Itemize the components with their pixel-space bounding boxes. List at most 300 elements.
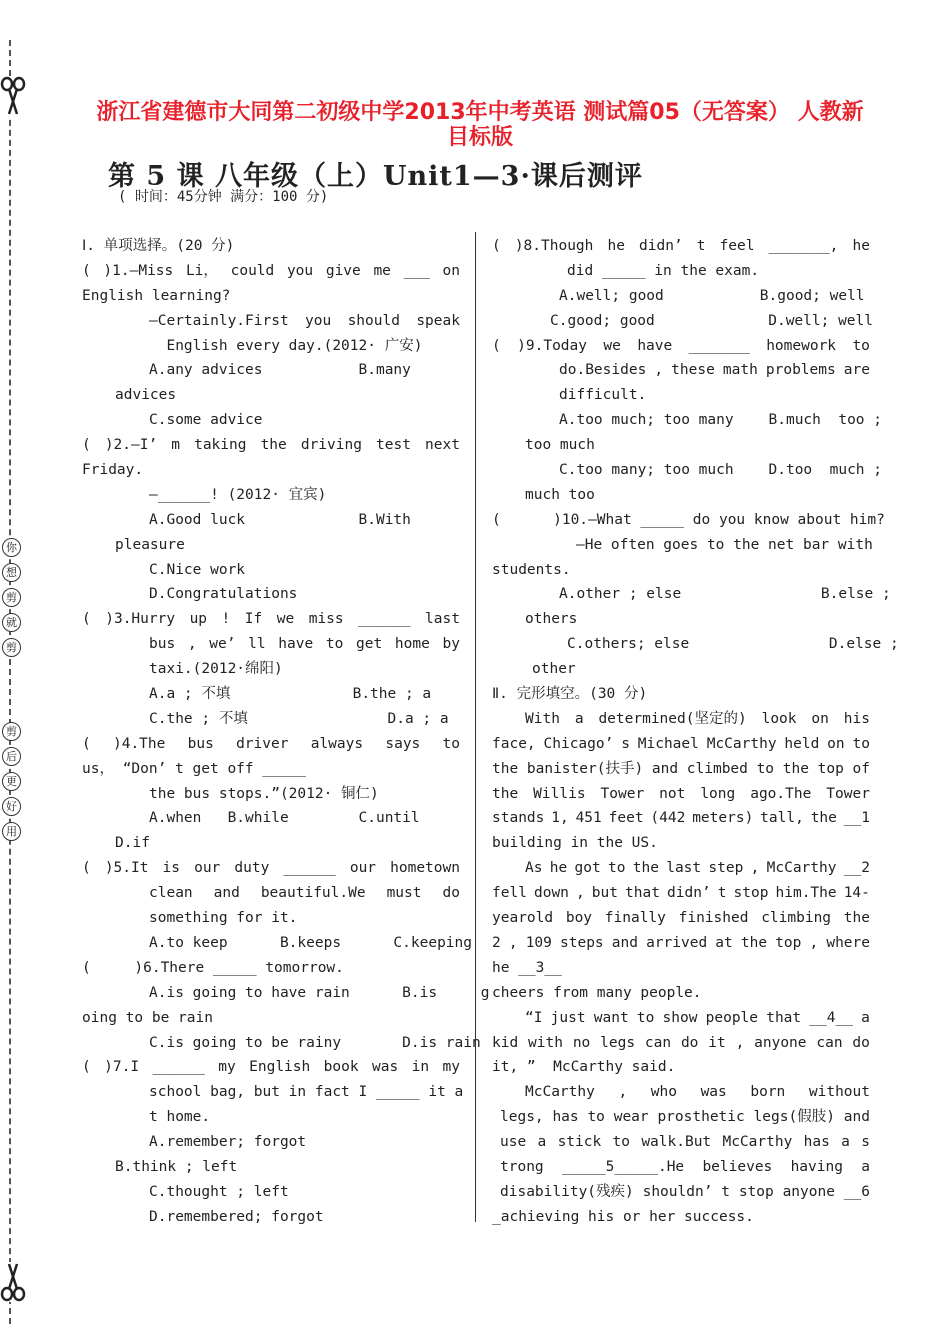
word: a bbox=[861, 1158, 870, 1175]
passage-line bbox=[492, 732, 870, 757]
word: to bbox=[587, 1109, 605, 1126]
passage-line bbox=[492, 757, 870, 782]
word: homework bbox=[766, 337, 837, 354]
word: we bbox=[603, 337, 621, 354]
word: arrived bbox=[646, 934, 708, 951]
word: Tower bbox=[600, 785, 645, 802]
question-line: —He often goes to the net bar with bbox=[576, 536, 873, 553]
word: top bbox=[817, 760, 844, 777]
side-word: 剪 bbox=[2, 588, 21, 607]
passage-line: building in the US. bbox=[492, 835, 658, 852]
word: to bbox=[442, 735, 460, 752]
word: prosthetic bbox=[657, 1109, 745, 1126]
word: stop bbox=[738, 1183, 774, 1200]
passage-line bbox=[492, 1080, 870, 1105]
word: to bbox=[852, 337, 870, 354]
word: have bbox=[278, 636, 314, 653]
word: has bbox=[552, 1109, 579, 1126]
word: , bbox=[735, 1034, 745, 1051]
word: ( bbox=[82, 860, 91, 877]
option-line: A.to keep B.keeps C.keeping bbox=[149, 934, 473, 951]
word: ( bbox=[82, 611, 91, 628]
document-title bbox=[80, 100, 880, 150]
word: , bbox=[750, 860, 760, 877]
word: do bbox=[852, 1034, 870, 1051]
word: but bbox=[591, 885, 618, 902]
word: s bbox=[621, 735, 630, 752]
word: that bbox=[625, 885, 660, 902]
option-line: advices bbox=[115, 387, 177, 404]
option-line: A.when B.while C.until bbox=[149, 810, 420, 827]
word: with bbox=[528, 1034, 563, 1051]
word: math bbox=[722, 362, 758, 379]
word: Willis bbox=[533, 785, 586, 802]
word: not bbox=[659, 785, 686, 802]
passage-line: it, ” McCarthy said. bbox=[492, 1059, 676, 1076]
word: our bbox=[349, 860, 377, 877]
option-line: A.is going to have rain B.is g bbox=[149, 984, 490, 1001]
word: t bbox=[717, 885, 727, 902]
word: didn’ bbox=[639, 238, 683, 254]
word: McCarthy bbox=[525, 1084, 595, 1101]
passage-line bbox=[492, 707, 870, 732]
word: walk.But bbox=[641, 1134, 712, 1151]
word: to bbox=[756, 760, 775, 777]
word: )5.It bbox=[104, 860, 149, 877]
word: and bbox=[843, 1109, 870, 1126]
question-line bbox=[82, 259, 460, 284]
passage-line: he __3__ bbox=[492, 959, 562, 976]
word: ago.The bbox=[750, 785, 812, 802]
word: , bbox=[575, 885, 585, 902]
word: ( bbox=[82, 437, 91, 454]
word: Chicago’ bbox=[543, 735, 614, 752]
word: the bbox=[260, 437, 287, 454]
option-line: C.good; good D.well; well bbox=[550, 312, 874, 329]
question-line bbox=[82, 607, 460, 632]
word: shouldn’ bbox=[642, 1183, 713, 1200]
word: taking bbox=[194, 437, 247, 454]
scissors-icon bbox=[0, 76, 26, 116]
word: get bbox=[356, 636, 383, 653]
passage-line bbox=[492, 1180, 870, 1205]
word: )1.—Miss bbox=[103, 262, 174, 279]
word: didn’ bbox=[667, 885, 711, 902]
section-heading: Ⅰ. 单项选择。(20 分) bbox=[82, 238, 235, 254]
word: the bbox=[740, 934, 768, 951]
word: _____5_____.He bbox=[561, 1158, 685, 1175]
option-line: too much bbox=[525, 437, 595, 454]
word: ll bbox=[248, 636, 266, 653]
word: on bbox=[442, 262, 460, 279]
word: ( bbox=[492, 337, 501, 354]
word: the bbox=[492, 785, 519, 802]
word: kid bbox=[492, 1034, 519, 1051]
word: a bbox=[574, 710, 584, 727]
word: climbing bbox=[761, 910, 832, 927]
option-line: C.some advice bbox=[149, 412, 263, 429]
word: m bbox=[171, 437, 181, 454]
word: __2 bbox=[843, 860, 870, 877]
word: clean bbox=[149, 885, 193, 902]
passage-line bbox=[492, 1006, 870, 1031]
word: Michael bbox=[637, 735, 699, 752]
word: him.The bbox=[775, 885, 837, 902]
word: fell bbox=[492, 885, 527, 902]
word: believes bbox=[702, 1158, 773, 1175]
word: , bbox=[618, 1084, 628, 1101]
passage-line: _achieving his or her success. bbox=[492, 1208, 754, 1225]
word: climbed bbox=[686, 760, 748, 777]
word: was bbox=[700, 1084, 727, 1101]
word: a bbox=[841, 1134, 850, 1151]
word: says bbox=[385, 735, 421, 752]
word: ( bbox=[82, 1059, 91, 1076]
word: If bbox=[244, 611, 263, 628]
word: legs, bbox=[500, 1109, 544, 1126]
word: next bbox=[425, 437, 460, 454]
passage-line bbox=[492, 906, 870, 931]
word: As bbox=[525, 860, 543, 877]
word: and bbox=[651, 760, 679, 777]
word: problems bbox=[765, 362, 836, 379]
word: home bbox=[394, 636, 430, 653]
word: _______ bbox=[688, 337, 750, 354]
word: 109 bbox=[525, 934, 552, 951]
word: )4.The bbox=[112, 735, 166, 752]
word: stop bbox=[733, 885, 769, 902]
word: )2.—I’ bbox=[104, 437, 158, 454]
time-info: ( 时间：45分钟 满分：100 分) bbox=[118, 189, 329, 205]
word: s bbox=[861, 1134, 870, 1151]
question-line: us， “Don’ t get off _____ bbox=[82, 760, 307, 777]
left-column bbox=[82, 234, 490, 1230]
word: where bbox=[826, 934, 870, 951]
word: step bbox=[708, 860, 744, 877]
right-column bbox=[492, 234, 899, 1230]
word: no bbox=[572, 1034, 591, 1051]
word: English bbox=[249, 1059, 311, 1076]
option-line: pleasure bbox=[115, 536, 185, 553]
option-line: much too bbox=[525, 486, 595, 503]
word: finally bbox=[604, 910, 666, 927]
word: meters) bbox=[692, 810, 754, 827]
word: do bbox=[442, 885, 460, 902]
word: Tower bbox=[826, 785, 870, 802]
word: we bbox=[276, 611, 295, 628]
word: it bbox=[708, 1034, 726, 1051]
question-line: students. bbox=[492, 561, 571, 578]
word: speak bbox=[416, 312, 460, 329]
question-line bbox=[492, 234, 870, 259]
word: trong bbox=[500, 1158, 544, 1175]
side-word: 剪 bbox=[2, 722, 21, 741]
word: up bbox=[189, 611, 208, 628]
word: we’ bbox=[209, 636, 236, 653]
word: ! bbox=[221, 611, 231, 628]
cut-line bbox=[9, 40, 11, 1324]
side-word: 后 bbox=[2, 747, 21, 766]
word: banister(扶手) bbox=[526, 760, 644, 777]
word: legs(假肢) bbox=[753, 1109, 835, 1126]
question-line: did _____ in the exam. bbox=[567, 262, 760, 279]
word: )3.Hurry bbox=[105, 611, 176, 628]
word: ( bbox=[82, 262, 91, 279]
word: ___ bbox=[403, 262, 430, 279]
option-line: C.Nice work bbox=[149, 561, 246, 578]
question-line: English learning? bbox=[82, 287, 231, 304]
passage-line bbox=[492, 782, 870, 807]
option-line: C.the ; 不填 D.a ; a bbox=[149, 710, 449, 727]
word: have bbox=[637, 337, 673, 354]
word: , bbox=[809, 934, 819, 951]
word: McCarthy bbox=[766, 860, 837, 877]
word: the bbox=[782, 760, 809, 777]
word: the bbox=[810, 810, 837, 827]
word: long bbox=[700, 785, 736, 802]
word: his bbox=[843, 710, 870, 727]
word: you bbox=[305, 312, 332, 329]
word: our bbox=[194, 860, 221, 877]
word: 2 bbox=[492, 934, 501, 951]
passage-line bbox=[492, 1105, 870, 1130]
section-heading: Ⅱ. 完形填空。(30 分) bbox=[492, 686, 648, 703]
option-line: A.well; good B.good; well bbox=[559, 287, 865, 304]
option-line: C.others; else D.else ; bbox=[567, 636, 899, 653]
word: t bbox=[721, 1183, 730, 1200]
word: Li， bbox=[185, 262, 218, 279]
word: born bbox=[750, 1084, 786, 1101]
side-word: 剪 bbox=[2, 638, 21, 657]
question-line bbox=[82, 732, 460, 757]
word: he bbox=[549, 860, 568, 877]
word: having bbox=[790, 1158, 843, 1175]
question-line bbox=[82, 433, 460, 458]
option-line: other bbox=[532, 661, 576, 678]
word: 14- bbox=[843, 885, 870, 902]
word: feel bbox=[719, 238, 755, 254]
word: —Certainly.First bbox=[149, 312, 289, 329]
passage-line bbox=[492, 931, 870, 956]
word: the bbox=[492, 760, 519, 777]
word: top bbox=[775, 934, 802, 951]
option-line: oing to be rain bbox=[82, 1009, 213, 1026]
word: test bbox=[376, 437, 411, 454]
word: to bbox=[636, 1009, 655, 1026]
word: With bbox=[525, 710, 560, 727]
word: duty bbox=[234, 860, 270, 877]
word: on bbox=[827, 735, 845, 752]
passage-line bbox=[492, 881, 870, 906]
word: just bbox=[550, 1009, 586, 1026]
question-line: something for it. bbox=[149, 910, 298, 927]
option-line: C.too many; too much D.too much ; bbox=[559, 462, 883, 479]
word: want bbox=[593, 1009, 629, 1026]
word: people bbox=[705, 1009, 759, 1026]
side-word: 用 bbox=[2, 822, 21, 841]
question-line: school bag, but in fact I _____ it a bbox=[149, 1084, 464, 1101]
word: disability(残疾) bbox=[500, 1183, 634, 1200]
word: these bbox=[671, 362, 715, 379]
word: without bbox=[808, 1084, 870, 1101]
word: a bbox=[537, 1134, 547, 1151]
word: a bbox=[861, 1009, 870, 1026]
word: driver bbox=[236, 735, 289, 752]
word: to bbox=[607, 860, 626, 877]
option-line: C.is going to be rainy D.is rain bbox=[149, 1034, 481, 1051]
side-word: 更 bbox=[2, 772, 21, 791]
word: hometown bbox=[390, 860, 460, 877]
word: face, bbox=[492, 735, 536, 752]
title-line: 浙江省建德市大同第二初级中学2013年中考英语 测试篇05（无答案） 人教新 bbox=[96, 100, 864, 125]
option-line: D.if bbox=[115, 835, 150, 852]
word: stands bbox=[492, 810, 545, 827]
word: stick bbox=[557, 1134, 602, 1151]
word: could bbox=[230, 262, 275, 279]
word: anyone bbox=[782, 1183, 835, 1200]
word: last bbox=[666, 860, 702, 877]
word: ______ bbox=[152, 1059, 205, 1076]
question-line bbox=[492, 334, 870, 359]
option-line: A.too much; too many B.much too ; bbox=[559, 412, 883, 429]
option-line: others bbox=[525, 611, 578, 628]
question-line bbox=[82, 856, 460, 881]
word: book bbox=[323, 1059, 359, 1076]
word: ( bbox=[82, 735, 91, 752]
option-line: D.remembered; forgot bbox=[149, 1208, 324, 1225]
word: determined(坚定的) bbox=[598, 710, 747, 727]
word: give bbox=[325, 262, 361, 279]
lesson-title: 第 5 课 八年级（上）Unit1—3·课后测评 bbox=[108, 161, 643, 192]
word: , bbox=[508, 934, 518, 951]
question-line: English every day.(2012· 广安) bbox=[149, 337, 423, 354]
option-line: B.think ; left bbox=[115, 1158, 238, 1175]
word: ______ bbox=[358, 611, 411, 628]
column-divider bbox=[475, 232, 476, 1222]
word: to bbox=[612, 1134, 630, 1151]
passage-line: cheers from many people. bbox=[492, 984, 702, 1001]
word: got bbox=[574, 860, 601, 877]
word: last bbox=[425, 611, 460, 628]
title-line: 目标版 bbox=[446, 125, 513, 150]
word: are bbox=[843, 362, 870, 379]
passage-line bbox=[492, 856, 870, 881]
word: , bbox=[654, 362, 664, 379]
word: )9.Today bbox=[517, 337, 587, 354]
word: (442 bbox=[650, 810, 686, 827]
side-word: 你 bbox=[2, 538, 21, 557]
word: and bbox=[213, 885, 240, 902]
side-word: 好 bbox=[2, 797, 21, 816]
question-line bbox=[82, 1055, 460, 1080]
word: 451 bbox=[575, 810, 602, 827]
word: beautiful.We bbox=[260, 885, 366, 902]
word: show bbox=[662, 1009, 698, 1026]
scissors-icon bbox=[0, 1262, 26, 1302]
word: you bbox=[286, 262, 314, 279]
word: my bbox=[218, 1059, 236, 1076]
word: t bbox=[696, 238, 706, 254]
side-word: 想 bbox=[2, 563, 21, 582]
question-line: ( )6.There _____ tomorrow. bbox=[82, 959, 344, 976]
word: McCarthy bbox=[706, 735, 777, 752]
word: on bbox=[811, 710, 829, 727]
word: he bbox=[852, 238, 870, 254]
question-line: t home. bbox=[149, 1109, 211, 1126]
word: _______, bbox=[768, 238, 839, 254]
word: __6 bbox=[843, 1183, 870, 1200]
word: “I bbox=[525, 1009, 543, 1026]
word: boy bbox=[565, 910, 593, 927]
word: can bbox=[644, 1034, 672, 1051]
word: to bbox=[325, 636, 344, 653]
option-line: A.remember; forgot bbox=[149, 1134, 307, 1151]
word: must bbox=[386, 885, 422, 902]
option-line: A.Good luck B.With bbox=[149, 511, 411, 528]
word: , bbox=[187, 636, 197, 653]
word: yearold bbox=[492, 910, 554, 927]
option-line: A.other ; else B.else ; bbox=[559, 586, 891, 603]
word: by bbox=[442, 636, 460, 653]
option-line: A.a ; 不填 B.the ; a bbox=[149, 686, 432, 703]
word: should bbox=[347, 312, 400, 329]
word: )7.I bbox=[104, 1059, 140, 1076]
word: in bbox=[411, 1059, 430, 1076]
word: do bbox=[680, 1034, 699, 1051]
word: was bbox=[371, 1059, 399, 1076]
word: 1, bbox=[551, 810, 569, 827]
option-line: A.any advices B.many bbox=[149, 362, 411, 379]
word: that bbox=[766, 1009, 802, 1026]
word: me bbox=[373, 262, 391, 279]
word: the bbox=[843, 910, 870, 927]
side-word: 就 bbox=[2, 613, 21, 632]
word: steps bbox=[560, 934, 604, 951]
word: can bbox=[816, 1034, 843, 1051]
passage-line bbox=[492, 806, 870, 831]
question-line: ( )10.—What _____ do you know about him? bbox=[492, 511, 885, 528]
question-line bbox=[82, 881, 460, 906]
word: do.Besides bbox=[559, 362, 647, 379]
word: __4__ bbox=[809, 1009, 853, 1026]
word: driving bbox=[300, 437, 362, 454]
word: who bbox=[650, 1084, 677, 1101]
word: always bbox=[310, 735, 364, 752]
word: my bbox=[442, 1059, 460, 1076]
word: held bbox=[784, 735, 820, 752]
word: down bbox=[533, 885, 569, 902]
word: feet bbox=[608, 810, 644, 827]
word: miss bbox=[308, 611, 344, 628]
question-line bbox=[82, 632, 460, 657]
word: legs bbox=[600, 1034, 636, 1051]
word: wear bbox=[613, 1109, 649, 1126]
word: tall, bbox=[760, 810, 804, 827]
word: of bbox=[852, 760, 870, 777]
word: at bbox=[715, 934, 733, 951]
question-line: difficult. bbox=[559, 387, 647, 404]
word: has bbox=[803, 1134, 830, 1151]
word: bus bbox=[187, 735, 214, 752]
word: he bbox=[607, 238, 625, 254]
word: the bbox=[632, 860, 659, 877]
word: finished bbox=[678, 910, 749, 927]
word: anyone bbox=[754, 1034, 807, 1051]
question-line bbox=[82, 309, 460, 334]
word: __1 bbox=[843, 810, 870, 827]
passage-line bbox=[492, 1031, 870, 1056]
word: )8.Though bbox=[514, 238, 594, 254]
